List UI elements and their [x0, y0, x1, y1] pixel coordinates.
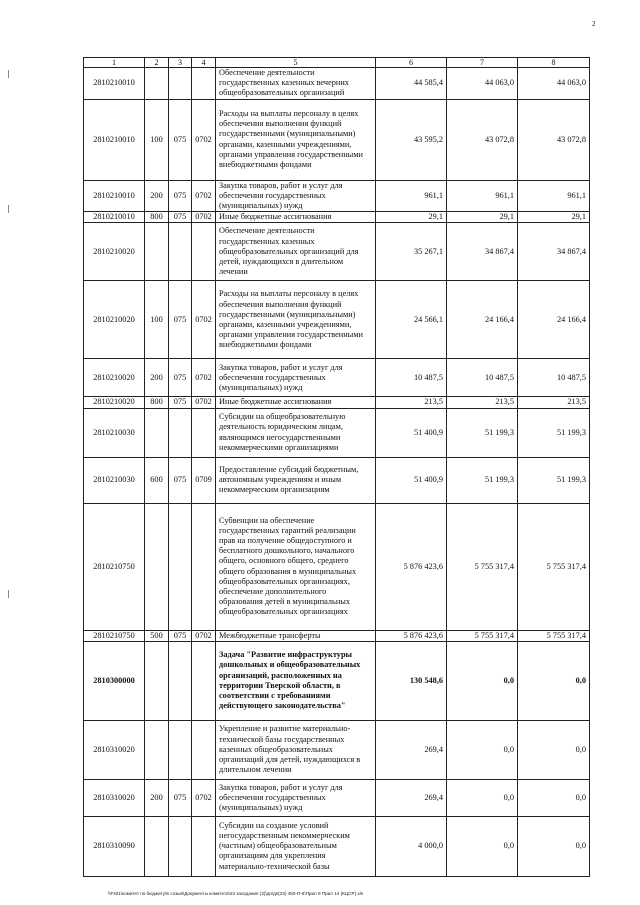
table-row — [84, 816, 590, 876]
value-cell: 10 487,5 — [518, 359, 590, 397]
table-row — [84, 457, 590, 503]
department-cell: 075 — [169, 281, 192, 359]
name-cell: Укрепление и развитие материально-технической базы государственных казенных общеобразовательных организаций для детей, нуждающихся в длительном лечении — [216, 720, 376, 779]
value-cell: 24 166,4 — [518, 281, 590, 359]
value-cell: 213,5 — [447, 397, 518, 408]
value-cell: 961,1 — [518, 180, 590, 212]
department-cell: 075 — [169, 359, 192, 397]
code-cell: 2810210010 — [84, 180, 145, 212]
value-cell: 0,0 — [518, 641, 590, 720]
value-cell: 35 267,1 — [376, 223, 447, 281]
section-cell: 800 — [145, 397, 169, 408]
value-cell: 51 199,3 — [518, 408, 590, 457]
value-cell: 51 400,9 — [376, 457, 447, 503]
value-cell: 10 487,5 — [376, 359, 447, 397]
value-cell: 43 072,8 — [447, 99, 518, 180]
code-cell: 2810210030 — [84, 408, 145, 457]
value-cell: 0,0 — [518, 720, 590, 779]
code-cell: 2810310020 — [84, 779, 145, 816]
header-cell: 1 — [84, 58, 145, 68]
subsection-cell: 0702 — [192, 99, 216, 180]
name-cell: Закупка товаров, работ и услуг для обеспечения государственных (муниципальных) нужд — [216, 180, 376, 212]
value-cell: 51 199,3 — [518, 457, 590, 503]
department-cell — [169, 68, 192, 100]
table-row — [84, 408, 590, 457]
department-cell — [169, 408, 192, 457]
name-cell: Расходы на выплаты персоналу в целях обеспечения выполнения функций государственными (муниципальными) органами, казенными учреждениями, органами управления государственными внебюджетными фондами — [216, 281, 376, 359]
code-cell: 2810210010 — [84, 212, 145, 223]
value-cell: 43 072,8 — [518, 99, 590, 180]
header-cell: 8 — [518, 58, 590, 68]
subsection-cell: 0709 — [192, 457, 216, 503]
department-cell: 075 — [169, 180, 192, 212]
subsection-cell — [192, 641, 216, 720]
code-cell: 2810210750 — [84, 630, 145, 641]
value-cell: 961,1 — [447, 180, 518, 212]
code-cell: 2810310090 — [84, 816, 145, 876]
value-cell: 5 755 317,4 — [518, 630, 590, 641]
value-cell: 34 867,4 — [518, 223, 590, 281]
value-cell: 130 548,6 — [376, 641, 447, 720]
table-row — [84, 212, 590, 223]
department-cell: 075 — [169, 779, 192, 816]
department-cell: 075 — [169, 630, 192, 641]
value-cell: 5 876 423,6 — [376, 630, 447, 641]
value-cell: 4 000,0 — [376, 816, 447, 876]
section-cell: 600 — [145, 457, 169, 503]
table-row — [84, 397, 590, 408]
name-cell: Субсидии на общеобразовательную деятельность юридическим лицам, являющимся негосударственными некоммерческими организациями — [216, 408, 376, 457]
margin-mark — [8, 70, 9, 78]
name-cell: Задача "Развитие инфраструктуры дошкольных и общеобразовательных организаций, расположенных на территории Тверской области, в соответствии с требованиями действующего законодательства" — [216, 641, 376, 720]
value-cell: 5 876 423,6 — [376, 503, 447, 630]
department-cell: 075 — [169, 457, 192, 503]
value-cell: 51 199,3 — [447, 408, 518, 457]
name-cell: Закупка товаров, работ и услуг для обеспечения государственных (муниципальных) нужд — [216, 779, 376, 816]
header-cell: 4 — [192, 58, 216, 68]
header-cell: 7 — [447, 58, 518, 68]
table-row — [84, 223, 590, 281]
table-row — [84, 720, 590, 779]
value-cell: 0,0 — [447, 779, 518, 816]
value-cell: 29,1 — [447, 212, 518, 223]
code-cell: 2810210030 — [84, 457, 145, 503]
value-cell: 24 166,4 — [447, 281, 518, 359]
margin-mark — [8, 590, 9, 598]
value-cell: 44 063,0 — [447, 68, 518, 100]
subsection-cell — [192, 68, 216, 100]
header-cell: 3 — [169, 58, 192, 68]
value-cell: 29,1 — [518, 212, 590, 223]
name-cell: Межбюджетные трансферты — [216, 630, 376, 641]
table-row — [84, 641, 590, 720]
name-cell: Обеспечение деятельности государственных казенных вечерних общеобразовательных организаций — [216, 68, 376, 100]
value-cell: 29,1 — [376, 212, 447, 223]
subsection-cell — [192, 408, 216, 457]
value-cell: 5 755 317,4 — [518, 503, 590, 630]
section-cell: 100 — [145, 99, 169, 180]
section-cell: 200 — [145, 359, 169, 397]
name-cell: Обеспечение деятельности государственных казенных общеобразовательных организаций для детей, нуждающихся в длительном лечении — [216, 223, 376, 281]
value-cell: 0,0 — [518, 816, 590, 876]
subsection-cell: 0702 — [192, 212, 216, 223]
section-cell: 500 — [145, 630, 169, 641]
table-row — [84, 68, 590, 100]
section-cell: 200 — [145, 779, 169, 816]
section-cell: 200 — [145, 180, 169, 212]
section-cell: 800 — [145, 212, 169, 223]
table-row — [84, 779, 590, 816]
value-cell: 269,4 — [376, 779, 447, 816]
subsection-cell: 0702 — [192, 630, 216, 641]
department-cell: 075 — [169, 99, 192, 180]
header-row — [84, 58, 590, 68]
header-cell: 2 — [145, 58, 169, 68]
value-cell: 269,4 — [376, 720, 447, 779]
section-cell — [145, 68, 169, 100]
value-cell: 43 595,2 — [376, 99, 447, 180]
value-cell: 51 400,9 — [376, 408, 447, 457]
value-cell: 44 063,0 — [518, 68, 590, 100]
code-cell: 2810210020 — [84, 281, 145, 359]
code-cell: 2810210010 — [84, 68, 145, 100]
value-cell: 0,0 — [447, 720, 518, 779]
code-cell: 2810210010 — [84, 99, 145, 180]
table-row — [84, 503, 590, 630]
subsection-cell: 0702 — [192, 779, 216, 816]
section-cell — [145, 408, 169, 457]
name-cell: Иные бюджетные ассигнования — [216, 212, 376, 223]
code-cell: 2810300000 — [84, 641, 145, 720]
section-cell — [145, 720, 169, 779]
name-cell: Предоставление субсидий бюджетным, автономным учреждениям и иным некоммерческим организациям — [216, 457, 376, 503]
value-cell: 0,0 — [447, 641, 518, 720]
department-cell: 075 — [169, 212, 192, 223]
table-row — [84, 180, 590, 212]
code-cell: 2810210750 — [84, 503, 145, 630]
subsection-cell: 0702 — [192, 281, 216, 359]
department-cell — [169, 223, 192, 281]
value-cell: 0,0 — [518, 779, 590, 816]
table-row — [84, 359, 590, 397]
name-cell: Субвенции на обеспечение государственных гарантий реализации прав на получение общедоступного и бесплатного дошкольного, начального общего, основного общего, среднего общего образования в муниципальных общеобразовательных организациях, обеспечение дополнительного образования детей в муниципальных общеобразовательных организациях — [216, 503, 376, 630]
value-cell: 24 566,1 — [376, 281, 447, 359]
file-path-footer: \\Fs01\комитет по бюджету\6 созыв\Документы комитета\23 заседание (2)\дп\дп(23) 450-П-6\Прил 9 Прил 14 (КЦСР).xls — [108, 891, 363, 896]
table-row — [84, 99, 590, 180]
value-cell: 51 199,3 — [447, 457, 518, 503]
value-cell: 5 755 317,4 — [447, 503, 518, 630]
section-cell — [145, 816, 169, 876]
code-cell: 2810310020 — [84, 720, 145, 779]
value-cell: 34 867,4 — [447, 223, 518, 281]
name-cell: Иные бюджетные ассигнования — [216, 397, 376, 408]
value-cell: 213,5 — [518, 397, 590, 408]
name-cell: Расходы на выплаты персоналу в целях обеспечения выполнения функций государственными (муниципальными) органами, казенными учреждениями, органами управления государственными внебюджетными фондами — [216, 99, 376, 180]
subsection-cell: 0702 — [192, 397, 216, 408]
subsection-cell — [192, 503, 216, 630]
subsection-cell: 0702 — [192, 180, 216, 212]
code-cell: 2810210020 — [84, 397, 145, 408]
section-cell — [145, 503, 169, 630]
section-cell — [145, 223, 169, 281]
value-cell: 5 755 317,4 — [447, 630, 518, 641]
department-cell: 075 — [169, 397, 192, 408]
code-cell: 2810210020 — [84, 359, 145, 397]
department-cell — [169, 503, 192, 630]
value-cell: 961,1 — [376, 180, 447, 212]
subsection-cell — [192, 223, 216, 281]
value-cell: 44 585,4 — [376, 68, 447, 100]
section-cell: 100 — [145, 281, 169, 359]
table-row — [84, 281, 590, 359]
value-cell: 10 487,5 — [447, 359, 518, 397]
table-row — [84, 630, 590, 641]
value-cell: 213,5 — [376, 397, 447, 408]
name-cell: Закупка товаров, работ и услуг для обеспечения государственных (муниципальных) нужд — [216, 359, 376, 397]
page-number: 2 — [592, 20, 596, 28]
header-cell: 6 — [376, 58, 447, 68]
subsection-cell — [192, 816, 216, 876]
margin-mark — [8, 205, 9, 213]
department-cell — [169, 816, 192, 876]
section-cell — [145, 641, 169, 720]
department-cell — [169, 720, 192, 779]
table-body — [84, 58, 590, 877]
header-cell: 5 — [216, 58, 376, 68]
budget-table — [83, 57, 590, 877]
name-cell: Субсидии на создание условий негосударственным некоммерческим (частным) общеобразовательным организациям для укрепления материально-технической базы — [216, 816, 376, 876]
subsection-cell: 0702 — [192, 359, 216, 397]
department-cell — [169, 641, 192, 720]
value-cell: 0,0 — [447, 816, 518, 876]
code-cell: 2810210020 — [84, 223, 145, 281]
subsection-cell — [192, 720, 216, 779]
